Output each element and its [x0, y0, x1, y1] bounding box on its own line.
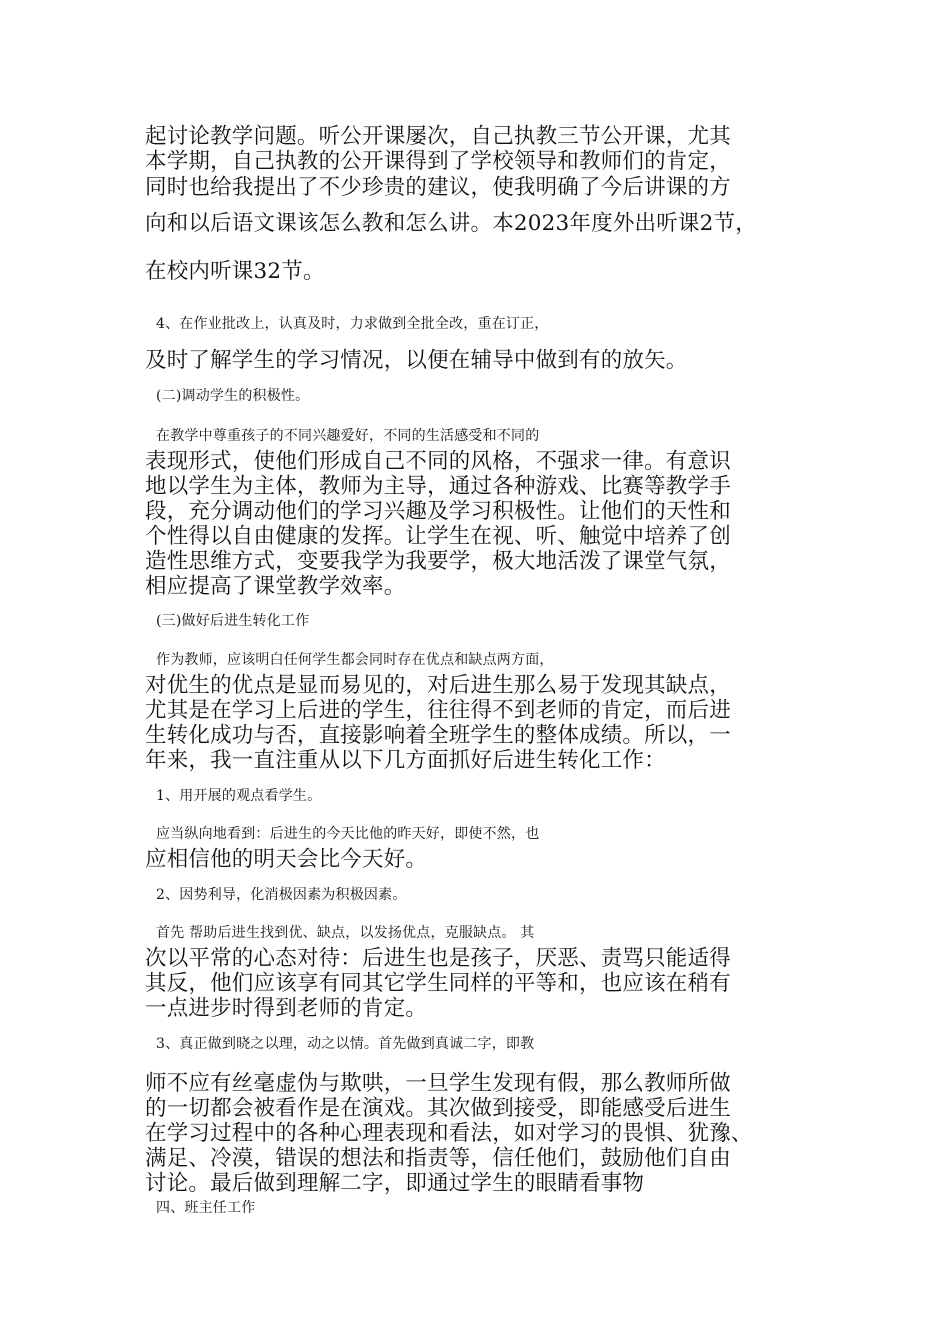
text-line: 表现形式，使他们形成自己不同的风格，不强求一律。有意识 [145, 449, 731, 474]
text-line: 讨论。最后做到理解二字，即通过学生的眼睛看事物 [145, 1171, 645, 1196]
list-item: 3、真正做到晓之以理，动之以情。首先做到真诚二字，即教 [156, 1036, 535, 1052]
text-line: 造性思维方式，变要我学为我要学，极大地活泼了课堂气氛， [145, 549, 731, 574]
section-heading: (二)调动学生的积极性。 [156, 388, 310, 404]
text-line: 及时了解学生的学习情况，以便在辅导中做到有的放矢。 [145, 348, 688, 373]
text-line: 向和以后语文课该怎么教和怎么讲。本2023年度外出听课2节， [145, 211, 757, 236]
text-line: 应相信他的明天会比今天好。 [145, 847, 428, 872]
text-line: 在教学中尊重孩子的不同兴趣爱好，不同的生活感受和不同的 [156, 428, 540, 444]
text-line: 其反，他们应该享有同其它学生同样的平等和，也应该在稍有 [145, 971, 731, 996]
text-line: 应当纵向地看到：后进生的今天比他的昨天好，即使不然，也 [156, 826, 540, 842]
text-line: 地以学生为主体，教师为主导，通过各种游戏、比赛等教学手 [145, 474, 731, 499]
text-line: 4、在作业批改上，认真及时，力求做到全批全改，重在订正， [156, 316, 549, 332]
text-line: 本学期，自己执教的公开课得到了学校领导和教师们的肯定， [145, 149, 731, 174]
list-item: 2、因势利导，化消极因素为积极因素。 [156, 887, 407, 903]
text-line: 年来，我一直注重从以下几方面抓好后进生转化工作： [145, 748, 666, 773]
text-line: 段，充分调动他们的学习兴趣及学习积极性。让他们的天性和 [145, 499, 731, 524]
text-line: 满足、冷漠，错误的想法和指责等，信任他们，鼓励他们自由 [145, 1146, 731, 1171]
section-heading: (三)做好后进生转化工作 [156, 613, 310, 629]
text-line: 在学习过程中的各种心理表现和看法，如对学习的畏惧、犹豫、 [145, 1121, 753, 1146]
text-line: 次以平常的心态对待：后进生也是孩子，厌恶、责骂只能适得 [145, 946, 731, 971]
text-line: 个性得以自由健康的发挥。让学生在视、听、触觉中培养了创 [145, 524, 731, 549]
text-line: 起讨论教学问题。听公开课屡次，自己执教三节公开课，尤其 [145, 124, 731, 149]
text-line: 的一切都会被看作是在演戏。其次做到接受，即能感受后进生 [145, 1096, 731, 1121]
text-line: 尤其是在学习上后进的学生，往往得不到老师的肯定，而后进 [145, 698, 731, 723]
text-line: 作为教师，应该明白任何学生都会同时存在优点和缺点两方面， [156, 652, 554, 668]
section-heading: 四、班主任工作 [156, 1200, 256, 1216]
list-item: 1、用开展的观点看学生。 [156, 788, 322, 804]
text-line: 相应提高了课堂教学效率。 [145, 574, 406, 599]
text-line: 对优生的优点是显而易见的，对后进生那么易于发现其缺点， [145, 673, 731, 698]
text-line: 师不应有丝毫虚伪与欺哄，一旦学生发现有假，那么教师所做 [145, 1071, 731, 1096]
text-line: 一点进步时得到老师的肯定。 [145, 996, 428, 1021]
text-line: 首先 帮助后进生找到优、缺点，以发扬优点，克服缺点。 其 [156, 925, 535, 941]
text-line: 生转化成功与否，直接影响着全班学生的整体成绩。所以，一 [145, 723, 731, 748]
text-line: 在校内听课32节。 [145, 259, 325, 284]
text-line: 同时也给我提出了不少珍贵的建议，使我明确了今后讲课的方 [145, 175, 731, 200]
